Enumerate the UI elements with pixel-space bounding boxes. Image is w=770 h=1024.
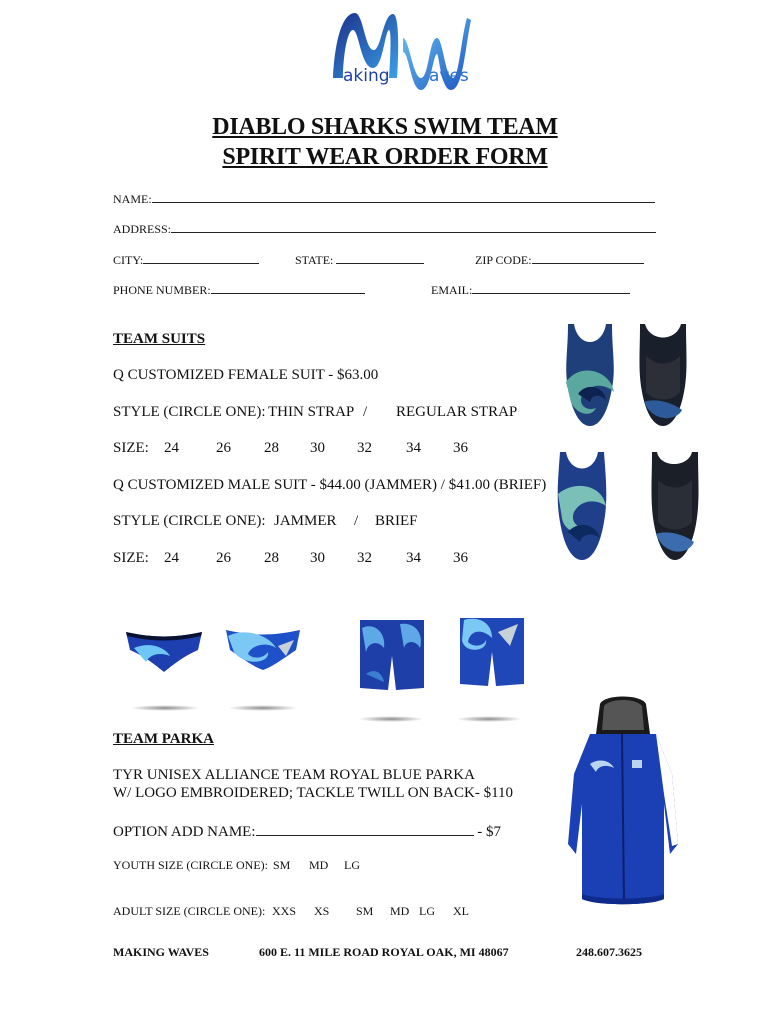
adult-size-xs[interactable]: XS (314, 904, 330, 918)
phone-label: PHONE NUMBER: (113, 283, 211, 297)
female-style-label: STYLE (CIRCLE ONE): (113, 404, 266, 420)
footer-company: MAKING WAVES (113, 945, 209, 959)
youth-size-sm[interactable]: SM (273, 858, 291, 872)
parka-description-line1: TYR UNISEX ALLIANCE TEAM ROYAL BLUE PARKA (113, 767, 475, 783)
option-add-name-price: - $7 (477, 824, 501, 840)
female-style-slash: / (363, 404, 368, 420)
male-size-30[interactable]: 30 (310, 550, 325, 566)
female-size-26[interactable]: 26 (216, 440, 231, 456)
email-field[interactable] (431, 282, 630, 298)
female-suit-regular-strap-front-image (554, 450, 610, 562)
address-field[interactable] (113, 221, 656, 237)
adult-size-xl[interactable]: XL (453, 904, 469, 918)
female-suit-regular-strap-back-image (648, 450, 702, 562)
address-label: ADDRESS: (113, 222, 172, 236)
youth-size-md[interactable]: MD (309, 858, 329, 872)
brief-front-shadow (130, 705, 200, 711)
team-suits-heading: TEAM SUITS (113, 331, 206, 347)
male-size-label: SIZE: (113, 550, 149, 566)
adult-size-lg[interactable]: LG (419, 904, 435, 918)
state-label: STATE: (295, 253, 334, 267)
female-style-regular-strap[interactable]: REGULAR STRAP (396, 404, 518, 420)
male-style-brief[interactable]: BRIEF (375, 513, 418, 529)
page-title-line1: DIABLO SHARKS SWIM TEAM (212, 114, 558, 140)
option-add-name-field[interactable] (113, 822, 501, 841)
male-size-34[interactable]: 34 (406, 550, 421, 566)
zip-field[interactable] (475, 252, 644, 268)
logo (325, 8, 475, 92)
brief-back-image (224, 626, 302, 672)
male-size-32[interactable]: 32 (357, 550, 372, 566)
female-suit-thin-strap-back-image (636, 322, 690, 428)
parka-description-line2: W/ LOGO EMBROIDERED; TACKLE TWILL ON BACK- $110 (113, 785, 514, 801)
state-field[interactable] (295, 252, 424, 268)
female-size-32[interactable]: 32 (357, 440, 372, 456)
male-size-24[interactable]: 24 (164, 550, 179, 566)
name-field[interactable] (113, 191, 655, 207)
brief-back-shadow (228, 705, 298, 711)
logo-word-making: aking (343, 66, 390, 86)
jammer-front-image (358, 618, 426, 692)
female-size-30[interactable]: 30 (310, 440, 325, 456)
zip-label: ZIP CODE: (475, 253, 532, 267)
female-size-34[interactable]: 34 (406, 440, 421, 456)
logo-word-waves: aves (429, 66, 469, 86)
phone-field[interactable] (113, 282, 365, 298)
male-style-label: STYLE (CIRCLE ONE): (113, 513, 266, 529)
team-parka-heading: TEAM PARKA (113, 731, 214, 747)
adult-size-label: ADULT SIZE (CIRCLE ONE): (113, 904, 266, 918)
option-add-name-label: OPTION ADD NAME: (113, 824, 256, 840)
city-field[interactable] (113, 252, 259, 268)
jammer-back-shadow (456, 716, 522, 722)
name-label: NAME: (113, 192, 152, 206)
male-style-jammer[interactable]: JAMMER (274, 513, 337, 529)
female-size-24[interactable]: 24 (164, 440, 179, 456)
jammer-front-shadow (358, 716, 424, 722)
male-size-28[interactable]: 28 (264, 550, 279, 566)
adult-size-md[interactable]: MD (390, 904, 410, 918)
parka-image (560, 694, 686, 910)
female-style-thin-strap[interactable]: THIN STRAP (268, 404, 355, 420)
adult-size-sm[interactable]: SM (356, 904, 374, 918)
footer-address: 600 E. 11 MILE ROAD ROYAL OAK, MI 48067 (259, 945, 509, 959)
female-suit-thin-strap-front-image (560, 322, 620, 428)
youth-size-label: YOUTH SIZE (CIRCLE ONE): (113, 858, 268, 872)
adult-size-xxs[interactable]: XXS (272, 904, 297, 918)
male-style-slash: / (354, 513, 359, 529)
city-label: CITY: (113, 253, 144, 267)
male-size-36[interactable]: 36 (453, 550, 468, 566)
male-suit-title: Q CUSTOMIZED MALE SUIT - $44.00 (JAMMER) / $41.00 (BRIEF) (113, 477, 547, 493)
female-suit-title: Q CUSTOMIZED FEMALE SUIT - $63.00 (113, 367, 379, 383)
female-size-label: SIZE: (113, 440, 149, 456)
youth-size-lg[interactable]: LG (344, 858, 360, 872)
male-size-26[interactable]: 26 (216, 550, 231, 566)
brief-front-image (124, 628, 204, 674)
email-label: EMAIL: (431, 283, 473, 297)
footer-phone: 248.607.3625 (576, 945, 642, 959)
page-title-line2: SPIRIT WEAR ORDER FORM (222, 144, 548, 170)
jammer-back-image (458, 616, 526, 690)
female-size-36[interactable]: 36 (453, 440, 468, 456)
female-size-28[interactable]: 28 (264, 440, 279, 456)
